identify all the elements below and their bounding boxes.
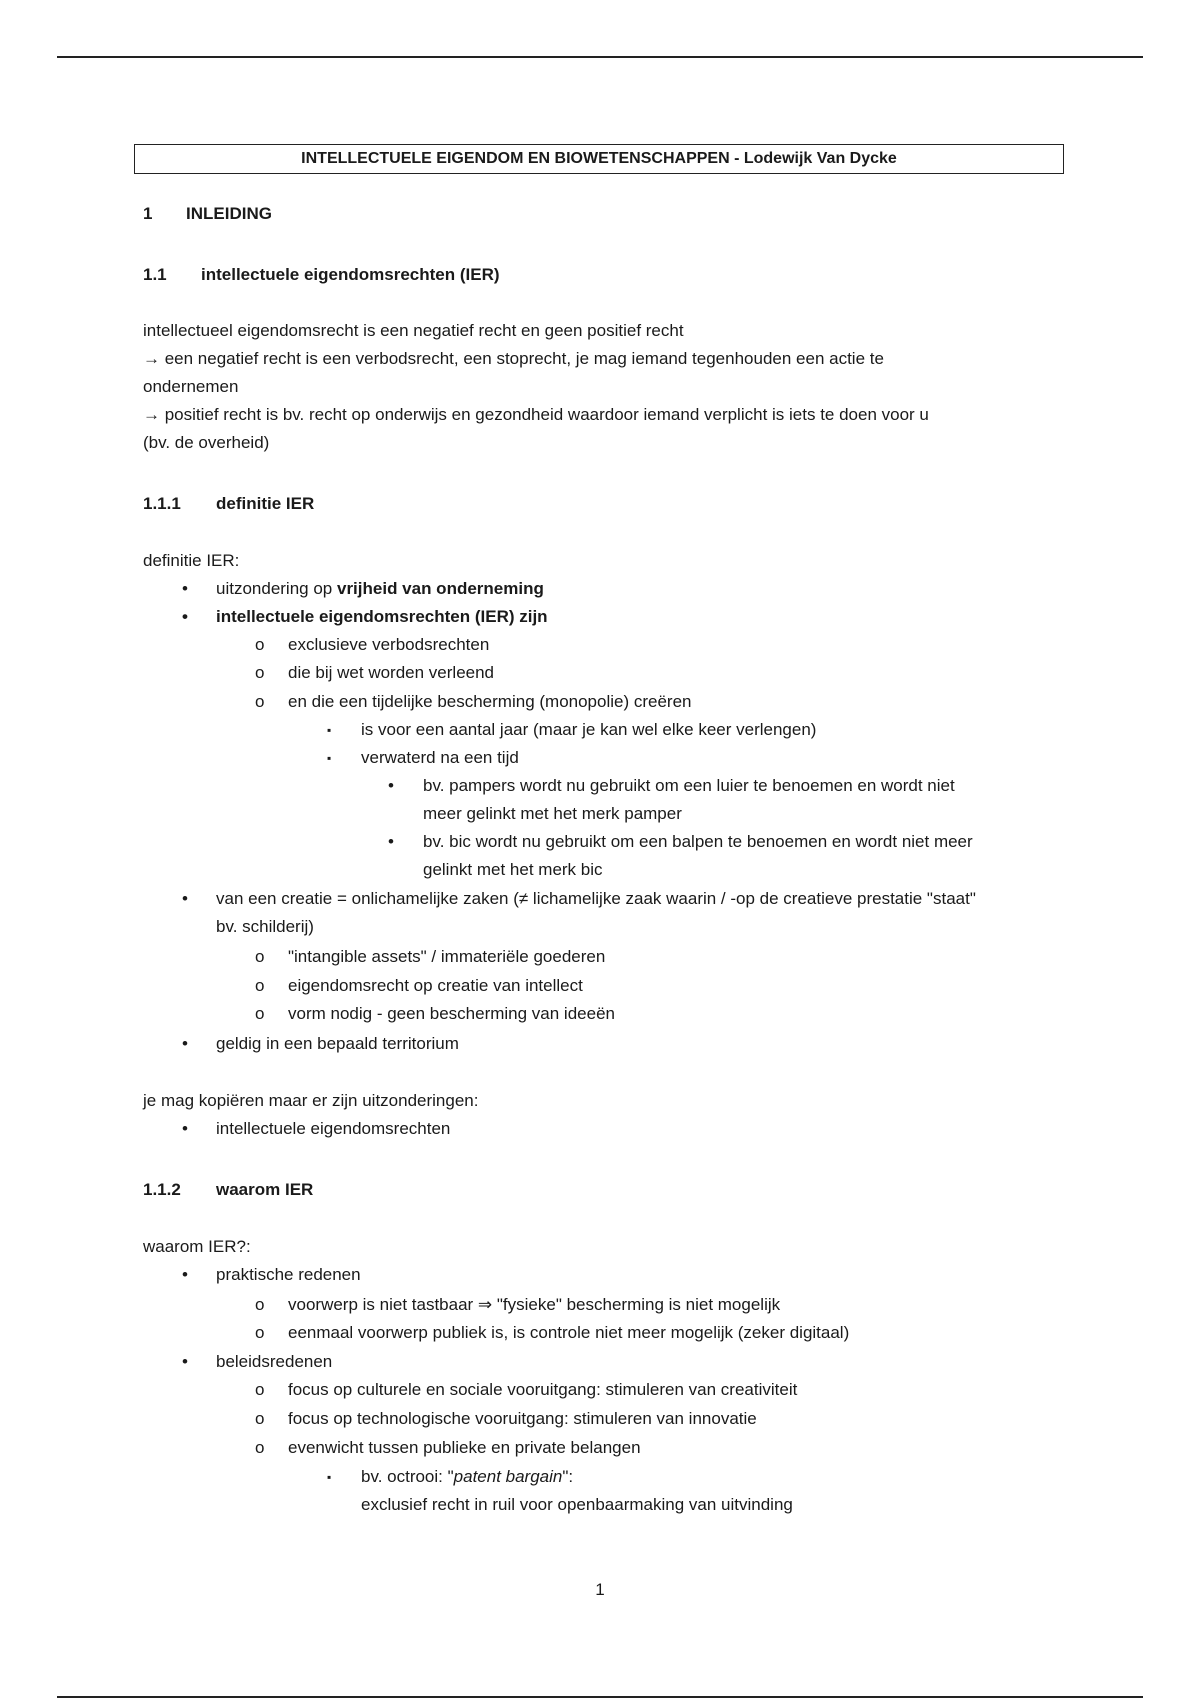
list-item-text: ":	[562, 1467, 574, 1486]
list-item-text: exclusief recht in ruil voor openbaarmaking van uitvinding	[361, 1495, 793, 1514]
list-item-text: verwaterd na een tijd	[361, 748, 519, 767]
paragraph: intellectueel eigendomsrecht is een negatief recht en geen positief recht	[143, 321, 684, 340]
square-marker: ▪	[327, 751, 332, 765]
heading-text: waarom IER	[216, 1180, 314, 1199]
heading-text: definitie IER	[216, 494, 315, 513]
list-item-text: "intangible assets" / immateriële goederen	[288, 947, 606, 966]
list-item	[388, 776, 955, 796]
heading-number: 1.1	[143, 265, 167, 284]
bullet-marker: •	[182, 889, 188, 908]
list-item	[255, 1409, 757, 1429]
bullet-marker: •	[182, 1119, 188, 1138]
bullet-marker: •	[182, 1265, 188, 1284]
heading-number: 1	[143, 204, 153, 223]
square-marker: ▪	[327, 723, 332, 737]
list-item	[182, 579, 544, 599]
list-item	[255, 976, 583, 996]
list-item	[255, 1380, 798, 1400]
list-item	[255, 663, 495, 683]
list-item	[182, 1265, 361, 1285]
bullet-marker: •	[182, 607, 188, 626]
paragraph: ondernemen	[143, 377, 239, 396]
heading-1	[143, 204, 272, 224]
list-item	[255, 947, 606, 967]
list-item-text: is voor een aantal jaar (maar je kan wel elke keer verlengen)	[361, 720, 817, 739]
list-item-text: bv. bic wordt nu gebruikt om een balpen te benoemen en wordt niet meer	[423, 832, 973, 851]
list-item	[182, 889, 976, 909]
paragraph: → positief recht is bv. recht op onderwijs en gezondheid waardoor iemand verplicht is iets te doen voor u	[143, 405, 929, 424]
paragraph: waarom IER?:	[143, 1237, 251, 1256]
list-item-continuation	[361, 1495, 793, 1515]
list-item	[255, 1438, 641, 1458]
circle-marker: o	[255, 1409, 265, 1428]
list-item-text: intellectuele eigendomsrechten	[216, 1119, 451, 1138]
bullet-marker: •	[388, 776, 394, 795]
bullet-marker: •	[182, 579, 188, 598]
heading-text: INLEIDING	[186, 204, 272, 223]
bullet-marker: •	[388, 832, 394, 851]
list-item	[182, 1034, 459, 1054]
circle-marker: o	[255, 663, 265, 682]
list-item-text: eigendomsrecht op creatie van intellect	[288, 976, 583, 995]
list-item	[327, 748, 519, 768]
circle-marker: o	[255, 1004, 265, 1023]
list-item-continuation	[216, 917, 314, 937]
square-marker: ▪	[327, 1470, 332, 1484]
list-item-text: focus op technologische vooruitgang: stimuleren van innovatie	[288, 1409, 757, 1428]
list-item-text: bv. schilderij)	[216, 917, 314, 936]
circle-marker: o	[255, 1380, 265, 1399]
circle-marker: o	[255, 947, 265, 966]
heading-number: 1.1.1	[143, 494, 181, 513]
list-item-text: focus op culturele en sociale vooruitgang: stimuleren van creativiteit	[288, 1380, 798, 1399]
heading-1-1-2	[143, 1180, 313, 1200]
list-item-text: gelinkt met het merk bic	[423, 860, 603, 879]
list-item-italic-text: patent bargain	[453, 1467, 563, 1486]
list-item	[327, 720, 817, 740]
heading-number: 1.1.2	[143, 1180, 181, 1199]
list-item-continuation	[423, 804, 682, 824]
header-rule	[57, 56, 1143, 58]
list-item	[182, 1352, 333, 1372]
list-item-text: beleidsredenen	[216, 1352, 333, 1371]
list-item	[255, 1323, 850, 1343]
list-item	[255, 1004, 615, 1024]
list-item	[255, 692, 692, 712]
list-item-text: praktische redenen	[216, 1265, 361, 1284]
circle-marker: o	[255, 635, 265, 654]
page-number: 1	[595, 1580, 605, 1599]
list-item-text: vorm nodig - geen bescherming van ideeën	[288, 1004, 615, 1023]
list-item	[388, 832, 973, 852]
paragraph: definitie IER:	[143, 551, 240, 570]
list-item	[182, 607, 548, 627]
bullet-marker: •	[182, 1034, 188, 1053]
list-item-text: bv. octrooi: "	[361, 1467, 454, 1486]
list-item-text: eenmaal voorwerp publiek is, is controle niet meer mogelijk (zeker digitaal)	[288, 1323, 850, 1342]
circle-marker: o	[255, 1295, 265, 1314]
paragraph: → een negatief recht is een verbodsrecht, een stoprecht, je mag iemand tegenhouden een actie te	[143, 349, 884, 368]
list-item-text: uitzondering op	[216, 579, 337, 598]
circle-marker: o	[255, 976, 265, 995]
list-item	[327, 1467, 574, 1487]
list-item-text: van een creatie = onlichamelijke zaken (≠ lichamelijke zaak waarin / -op de creatieve prestatie "staat"	[216, 889, 976, 908]
list-item	[255, 635, 490, 655]
heading-1-1	[143, 265, 500, 285]
heading-1-1-1	[143, 494, 314, 514]
list-item-text: evenwicht tussen publieke en private belangen	[288, 1438, 641, 1457]
paragraph: je mag kopiëren maar er zijn uitzonderingen:	[143, 1091, 479, 1110]
list-item-text: meer gelinkt met het merk pamper	[423, 804, 682, 823]
list-item-continuation	[423, 860, 603, 880]
list-item-text: geldig in een bepaald territorium	[216, 1034, 459, 1053]
document-title: INTELLECTUELE EIGENDOM EN BIOWETENSCHAPPEN - Lodewijk Van Dycke	[134, 144, 1064, 174]
paragraph: (bv. de overheid)	[143, 433, 270, 452]
list-item-bold-text: vrijheid van onderneming	[336, 579, 544, 598]
list-item-text: die bij wet worden verleend	[288, 663, 495, 682]
footer-rule	[57, 1696, 1143, 1698]
circle-marker: o	[255, 692, 265, 711]
circle-marker: o	[255, 1323, 265, 1342]
bullet-marker: •	[182, 1352, 188, 1371]
list-item-text: en die een tijdelijke bescherming (monopolie) creëren	[288, 692, 692, 711]
list-item-text: bv. pampers wordt nu gebruikt om een luier te benoemen en wordt niet	[423, 776, 955, 795]
list-item-text: voorwerp is niet tastbaar ⇒ "fysieke" bescherming is niet mogelijk	[288, 1295, 781, 1314]
circle-marker: o	[255, 1438, 265, 1457]
heading-text: intellectuele eigendomsrechten (IER)	[201, 265, 500, 284]
list-item-text: exclusieve verbodsrechten	[288, 635, 490, 654]
list-item	[182, 1119, 451, 1139]
list-item-text: intellectuele eigendomsrechten (IER) zijn	[216, 607, 548, 626]
list-item	[255, 1295, 781, 1315]
